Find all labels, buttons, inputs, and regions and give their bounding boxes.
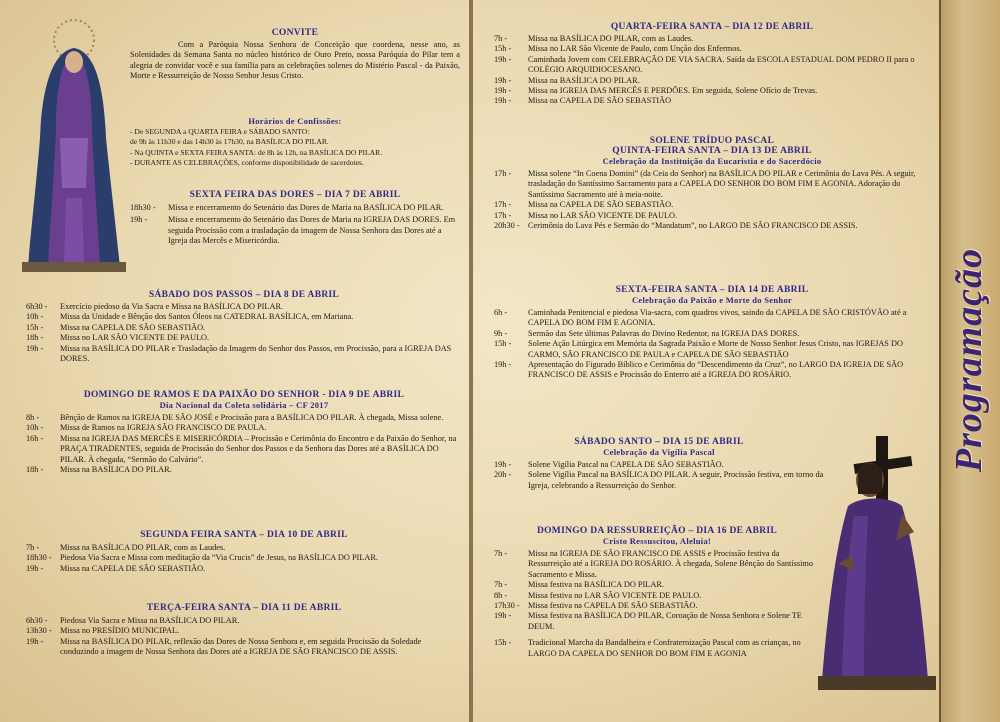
schedule-time: 20h - — [494, 470, 512, 480]
schedule-row — [26, 323, 462, 333]
schedule-desc: Missa na CAPELA DE SÃO SEBASTIÃO. — [60, 563, 206, 573]
schedule-time: 17h - — [494, 169, 512, 178]
schedule-desc: Solene Ação Litúrgica em Memória da Sagrada Paixão e Morte de Nosso Senhor Jesus Cristo, nas IGREJAS DO CARMO, SÃO FRANCISCO DE PAULA e CAPELA DE SÃO SEBASTIÃO — [528, 339, 903, 359]
schedule-desc: Apresentação do Figurado Bíblico e Cerimônia do “Descendimento da Cruz”, no LARGO DA IGREJA DE SÃO FRANCISCO DE ASSIS e Procissão do Enterro até a IGREJA DO ROSÁRIO. — [528, 360, 904, 380]
schedule-time: 19h - — [494, 460, 512, 469]
schedule-time: 17h - — [494, 210, 512, 220]
schedule-desc: Missa na CAPELA DE SÃO SEBASTIÃO. — [528, 200, 674, 210]
schedule-time: 20h30 - — [494, 221, 520, 231]
schedule-row — [494, 221, 930, 231]
schedule-row — [26, 543, 462, 553]
schedule-desc: Missa na CAPELA DE SÃO SEBASTIÃO. — [60, 322, 206, 332]
schedule-row — [494, 55, 930, 76]
schedule-desc: Missa na BASÍLICA DO PILAR. — [528, 75, 640, 85]
schedule-row — [26, 616, 462, 626]
schedule-desc: Missa na BASÍLICA DO PILAR, com as Laudes. — [60, 543, 226, 552]
schedule-desc: Missa e encerramento do Setenário das Dores de Maria na BASÍLICA DO PILAR. — [168, 203, 444, 212]
schedule-row — [26, 564, 462, 574]
schedule-desc: Missa no PRESÍDIO MUNICIPAL. — [60, 626, 180, 636]
schedule-row — [494, 169, 930, 200]
schedule-time: 10h - — [26, 423, 44, 433]
schedule-row — [494, 460, 824, 470]
convite-text: Com a Paróquia Nossa Senhora de Conceição que coordena, nesse ano, as Solenidades da Semana Santa no núcleo histórico de Ouro Preto, nossa Paróquia do Pilar tem a alegria de convidar você e sua família para as celebrações solenes do Mistério Pascal - da Paixão, Morte e Ressurreição de Nosso Senhor Jesus Cristo. — [130, 40, 460, 81]
schedule-row — [494, 211, 930, 221]
sexta-subtitle: Celebração da Paixão e Morte do Senhor — [631, 295, 793, 305]
sabado-subtitle: Celebração da Vigília Pascal — [603, 447, 715, 457]
schedule-time: 18h - — [26, 333, 44, 343]
schedule-time: 19h - — [26, 563, 44, 573]
schedule-row — [130, 203, 460, 213]
confissoes-line: - De SEGUNDA a QUARTA FEIRA e SÁBADO SANTO: — [130, 127, 310, 136]
schedule-desc: Tradicional Marcha da Bandalheira e Confraternização Pascal com as crianças, no LARGO DA CAPELA DO SENHOR DO BOM FIM E AGONIA — [528, 638, 801, 658]
terca-title: TERÇA-FEIRA SANTA – DIA 11 DE ABRIL — [146, 603, 342, 613]
schedule-time: 18h30 - — [26, 553, 52, 563]
dores-title: SEXTA FEIRA DAS DORES – DIA 7 DE ABRIL — [189, 190, 401, 200]
schedule-desc: Missa na IGREJA DE SÃO FRANCISCO DE ASSIS e Procissão festiva da Ressurreição até a IGREJA DO ROSÁRIO. À chegada, Solene Bênção do Santíssimo Sacramento e Missa. — [528, 549, 814, 579]
schedule-time: 17h30 - — [494, 601, 520, 611]
lord-of-the-passion-image — [818, 436, 936, 690]
schedule-time: 19h - — [494, 86, 512, 96]
schedule-time: 18h30 - — [130, 203, 156, 212]
sabado-title: SÁBADO SANTO – DIA 15 DE ABRIL — [574, 437, 744, 447]
page-fold — [469, 0, 473, 722]
schedule-row — [26, 637, 462, 658]
schedule-time: 16h - — [26, 433, 44, 443]
schedule-row — [26, 465, 462, 475]
schedule-desc: Missa festiva na BASÍLICA DO PILAR, Coroação de Nossa Senhora e Solene TE DEUM. — [528, 611, 802, 631]
schedule-time: 19h - — [494, 611, 512, 621]
sexta-title: SEXTA-FEIRA SANTA – DIA 14 DE ABRIL — [615, 285, 809, 295]
left-column — [0, 0, 468, 722]
schedule-desc: Cerimônia do Lava Pés e Sermão do “Mandatum”, no LARGO DE SÃO FRANCISCO DE ASSIS. — [528, 221, 858, 231]
segunda-title: SEGUNDA FEIRA SANTA – DIA 10 DE ABRIL — [140, 530, 348, 540]
schedule-time: 18h - — [26, 465, 44, 475]
programacao-title: Programação — [948, 247, 990, 473]
schedule-desc: Missa no LAR SÃO VICENTE DE PAULO. — [60, 333, 210, 343]
domingo-subtitle: Cristo Ressuscitou, Aleluia! — [602, 536, 712, 546]
schedule-time: 10h - — [26, 312, 44, 322]
schedule-time: 6h30 - — [26, 616, 48, 625]
schedule-row — [494, 308, 930, 329]
schedule-row — [494, 611, 820, 632]
schedule-row — [26, 333, 462, 343]
schedule-row — [494, 580, 820, 590]
schedule-time: 19h - — [494, 96, 512, 106]
schedule-time: 19h - — [26, 343, 44, 353]
schedule-time: 15h - — [494, 638, 512, 648]
schedule-time: 7h - — [494, 549, 508, 558]
schedule-row — [494, 549, 820, 580]
schedule-row — [26, 423, 462, 433]
schedule-desc: Missa na BASÍLICA DO PILAR, reflexão das Dores de Nossa Senhora e, em seguida Procissão da Soledade conduzindo a imagem de Nossa Senhora das Dores até a IGREJA DE SÃO FRANCISCO DE ASSIS. — [60, 636, 422, 657]
middle-column — [474, 0, 938, 722]
schedule-row — [494, 96, 930, 106]
triduo-title: SOLENE TRÍDUO PASCAL — [649, 136, 775, 146]
schedule-row — [494, 360, 930, 381]
schedule-row — [494, 470, 824, 491]
schedule-time: 15h - — [494, 339, 512, 349]
schedule-desc: Missa na CAPELA DE SÃO SEBASTIÃO — [528, 96, 672, 106]
confissoes-line: - DURANTE AS CELEBRAÇÕES, conforme disponibilidade de sacerdotes. — [130, 158, 364, 168]
schedule-time: 6h - — [494, 308, 508, 317]
schedule-desc: Missa festiva na BASÍLICA DO PILAR. — [528, 580, 664, 590]
schedule-desc: Solene Vigília Pascal na CAPELA DE SÃO SEBASTIÃO. — [528, 460, 724, 469]
schedule-time: 19h - — [494, 54, 512, 64]
schedule-row — [26, 553, 462, 563]
schedule-row — [494, 76, 930, 86]
schedule-desc: Missa solene “In Coena Domini” (da Ceia do Senhor) na BASÍLICA DO PILAR e Cerimônia do Lava Pés. A seguir, trasladação do Santíssimo Sacramento para a CAPELA DO SENHOR DO BOM FIM E AGONIA. Adoração do Santíssimo Sacramento até à meia-noite. — [528, 169, 916, 199]
schedule-row — [26, 413, 462, 423]
schedule-time: 7h - — [494, 580, 508, 590]
schedule-row — [494, 44, 930, 54]
schedule-row — [26, 302, 462, 312]
quarta-title: QUARTA-FEIRA SANTA – DIA 12 DE ABRIL — [610, 22, 814, 32]
schedule-time: 9h - — [494, 328, 508, 338]
schedule-desc: Piedosa Via Sacra e Missa na BASÍLICA DO PILAR. — [60, 616, 240, 625]
schedule-time: 13h30 - — [26, 626, 52, 636]
schedule-row — [26, 344, 462, 365]
ramos-subtitle: Dia Nacional da Coleta solidária – CF 2017 — [159, 400, 329, 410]
schedule-time: 7h - — [26, 543, 40, 552]
schedule-row — [26, 626, 462, 636]
schedule-desc: Sermão das Sete últimas Palavras do Divino Redentor, na IGREJA DAS DORES. — [528, 328, 800, 338]
confissoes-title: Horários de Confissões: — [248, 116, 342, 126]
schedule-desc: Missa e encerramento do Setenário das Dores de Maria na IGREJA DAS DORES. Em seguida Procissão com a trasladação da imagem de Nossa Senhora das Dores até a Igreja das Mercês e Misericórdia. — [168, 215, 456, 246]
schedule-desc: Bênção de Ramos na IGREJA DE SÃO JOSÉ e Procissão para a BASÍLICA DO PILAR. À chegada, Missa solene. — [60, 413, 444, 422]
schedule-desc: Missa na IGREJA DAS MERCÊS E PERDÕES. Em seguida, Solene Ofício de Trevas. — [528, 86, 818, 96]
confissoes-line: de 9h às 11h30 e das 14h30 às 17h30, na BASÍLICA DO PILAR. — [130, 137, 329, 147]
schedule-desc: Solene Vigília Pascal na BASÍLICA DO PILAR. A seguir, Procissão festiva, em torno da Igreja, celebrando a Ressurreição do Senhor. — [528, 470, 824, 490]
schedule-desc: Missa na IGREJA DAS MERCÊS E MISERICÓRDIA – Procissão e Cerimônia do Encontro e da Paixão do Senhor, na PRAÇA TIRADENTES, seguida de Procissão do Senhor dos Passos e da Senhora das Dores até a BASÍLICA DO PILAR. À chegada, “Sermão do Calvário”. — [60, 433, 457, 464]
schedule-row — [26, 434, 462, 465]
schedule-desc: Missa festiva no LAR SÃO VICENTE DE PAULO. — [528, 590, 702, 600]
schedule-time: 7h - — [494, 34, 508, 43]
domingo-title: DOMINGO DA RESSURREIÇÃO – DIA 16 DE ABRIL — [536, 526, 778, 536]
quinta-title: QUINTA-FEIRA SANTA – DIA 13 DE ABRIL — [612, 146, 812, 156]
schedule-time: 19h - — [494, 75, 512, 85]
passos-title: SÁBADO DOS PASSOS – DIA 8 DE ABRIL — [148, 290, 340, 300]
confissoes-line: - Na QUINTA e SEXTA FEIRA SANTA: de 8h às 12h, na BASÍLICA DO PILAR. — [130, 147, 383, 157]
schedule-time: 8h - — [494, 590, 508, 600]
schedule-desc: Exercício piedoso da Via Sacra e Missa na BASÍLICA DO PILAR. — [60, 302, 284, 311]
schedule-row — [26, 312, 462, 322]
schedule-row — [130, 215, 460, 246]
schedule-time: 8h - — [26, 413, 40, 422]
schedule-time: 19h - — [130, 215, 148, 225]
schedule-desc: Missa no LAR SÃO VICENTE DE PAULO. — [528, 210, 678, 220]
schedule-row — [494, 34, 930, 44]
schedule-desc: Missa na BASÍLICA DO PILAR e Trasladação da Imagem do Senhor dos Passos, em Procissão, para a IGREJA DAS DORES. — [60, 343, 452, 364]
schedule-row — [494, 601, 820, 611]
schedule-desc: Caminhada Jovem com CELEBRAÇÃO DE VIA SACRA. Saída da ESCOLA ESTADUAL DOM PEDRO II para o COLÉGIO ARQUIDIOCESANO. — [528, 54, 915, 75]
schedule-desc: Missa festiva na CAPELA DE SÃO SEBASTIÃO. — [528, 601, 698, 611]
schedule-row — [494, 200, 930, 210]
schedule-desc: Missa de Ramos na IGREJA SÃO FRANCISCO DE PAULA. — [60, 423, 267, 433]
schedule-row — [494, 638, 820, 659]
schedule-time: 15h - — [26, 322, 44, 332]
schedule-time: 15h - — [494, 44, 512, 54]
schedule-desc: Missa da Unidade e Bênção dos Santos Óleos na CATEDRAL BASÍLICA, em Mariana. — [60, 312, 354, 322]
schedule-row — [494, 591, 820, 601]
schedule-row — [494, 86, 930, 96]
schedule-row — [494, 339, 930, 360]
ramos-title: DOMINGO DE RAMOS E DA PAIXÃO DO SENHOR - DIA 9 DE ABRIL — [83, 390, 405, 400]
convite-title: CONVITE — [271, 28, 319, 38]
schedule-desc: Missa na BASÍLICA DO PILAR. — [60, 465, 172, 475]
schedule-desc: Piedosa Via Sacra e Missa com meditação da “Via Crucis” de Jesus, na BASÍLICA DO PILAR. — [60, 553, 378, 563]
schedule-time: 6h30 - — [26, 302, 48, 311]
schedule-desc: Caminhada Penitencial e piedosa Via-sacra, com quadros vivos, saindo da CAPELA DE SÃO CRISTÓVÃO até a CAPELA DO BOM FIM E AGONIA. — [528, 308, 907, 328]
our-lady-of-sorrows-image — [22, 18, 126, 272]
schedule-row — [494, 329, 930, 339]
schedule-desc: Missa na BASÍLICA DO PILAR, com as Laudes. — [528, 34, 694, 43]
quinta-subtitle: Celebração da Instituição da Eucaristia e do Sacerdócio — [602, 156, 822, 166]
schedule-desc: Missa no LAR São Vicente de Paulo, com Unção dos Enfermos. — [528, 44, 742, 54]
schedule-time: 17h - — [494, 200, 512, 210]
schedule-time: 19h - — [494, 360, 512, 370]
schedule-time: 19h - — [26, 636, 44, 646]
side-divider — [939, 0, 941, 722]
